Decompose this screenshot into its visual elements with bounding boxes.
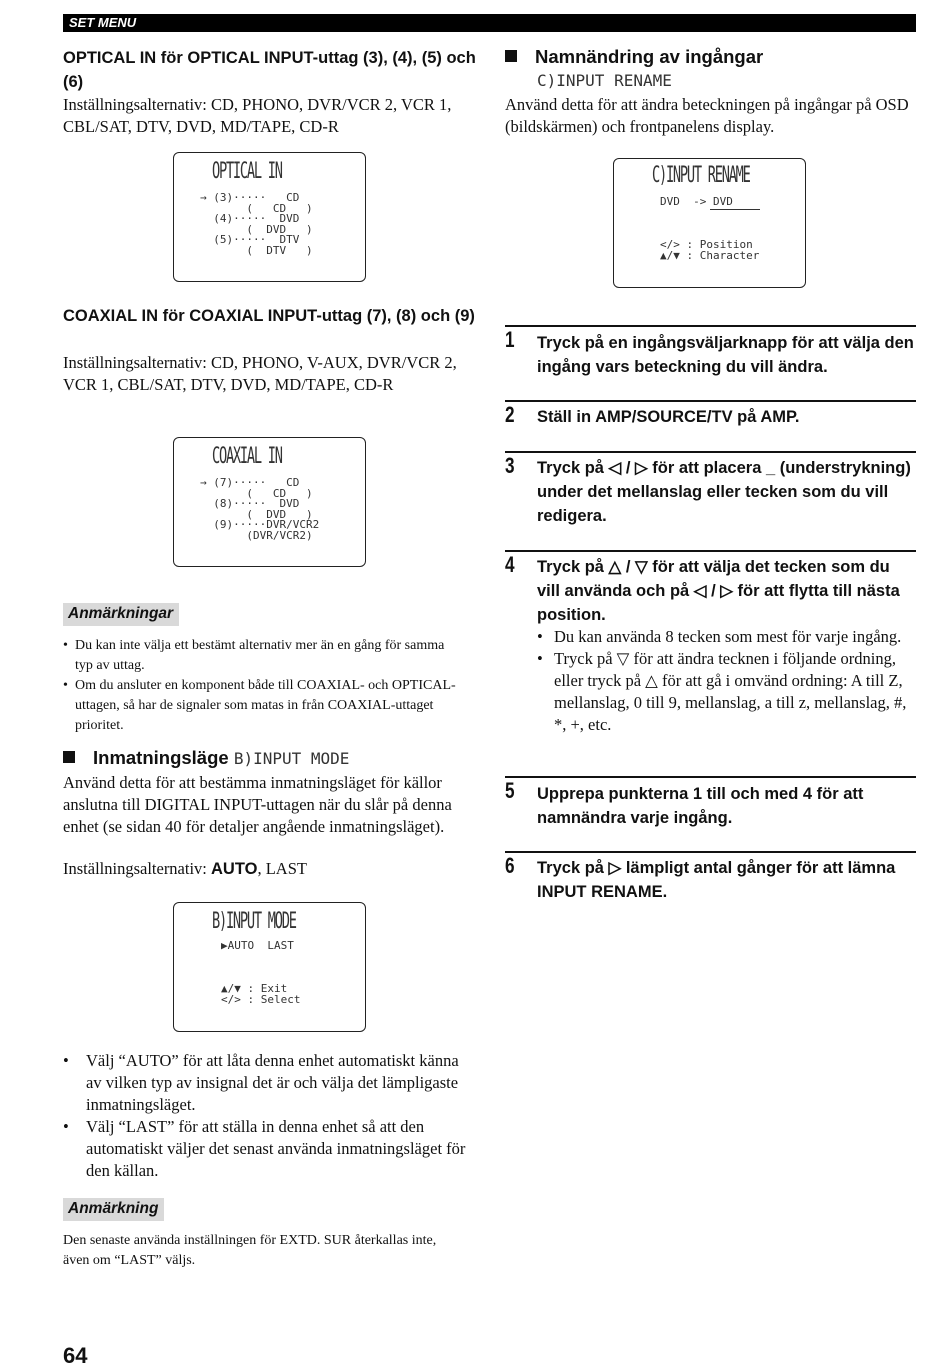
input-mode-options-prefix: Inställningsalternativ:	[63, 859, 212, 878]
step-divider	[505, 325, 916, 327]
coaxial-osd-screen	[173, 437, 366, 567]
input-mode-heading: Inmatningsläge	[93, 747, 229, 768]
step4-bullets	[537, 626, 915, 736]
rename-osd-screen	[613, 158, 806, 288]
bullet-item: • Välj “LAST” för att ställa in denna enhet så att den automatiskt väljer det senast använda inmatningsläget för den källan.	[63, 1116, 473, 1182]
note-text: Den senaste använda inställningen för EXTD. SUR återkallas inte, även om “LAST” väljs.	[63, 1233, 437, 1268]
input-mode-bullets	[63, 1050, 473, 1182]
optical-options: Inställningsalternativ: CD, PHONO, DVR/VCR 2, VCR 1, CBL/SAT, DTV, DVD, MD/TAPE, CD-R	[63, 95, 452, 136]
step-number: 6	[505, 853, 515, 878]
step-text: Tryck på ◁ / ▷ för att placera _ (understrykning) under det mellanslag eller tecken som du vill redigera.	[537, 459, 911, 525]
bullet-item: • Tryck på ▽ för att ändra tecknen i följande ordning, eller tryck på △ för att gå i omvänd ordning: A till Z, mellanslag, 0 till 9, mellanslag, a till z, mellanslag, #, *, +, etc.	[537, 648, 915, 736]
optical-osd-list: → (3)····· CD ( CD ) (4)····· DVD ( DVD ) (5)····· DTV ( DTV )	[200, 191, 313, 257]
step-number: 3	[505, 453, 515, 478]
step-number: 2	[505, 402, 515, 427]
note-item: • Du kan inte välja ett bestämt alternativ mer än en gång för samma typ av uttag.	[63, 636, 458, 676]
coaxial-osd-title: COAXIAL IN	[212, 444, 282, 469]
rename-heading: Namnändring av ingångar	[535, 46, 764, 67]
rename-osd-title: C)INPUT RENAME	[652, 163, 750, 188]
input-mode-code: B)INPUT MODE	[233, 749, 350, 768]
step-divider	[505, 550, 916, 552]
page-number: 64	[63, 1343, 88, 1368]
input-mode-options-line	[63, 858, 473, 880]
input-mode-osd-help: ▲/▼ : Exit </> : Select	[221, 982, 301, 1006]
rename-heading-row	[505, 46, 915, 68]
section-header-bar	[63, 14, 916, 32]
square-bullet-icon	[505, 50, 517, 62]
input-mode-option-auto: AUTO	[211, 860, 258, 878]
rename-osd-help: </> : Position ▲/▼ : Character	[660, 238, 760, 262]
bullet-item: • Du kan använda 8 tecken som mest för varje ingång.	[537, 626, 915, 648]
step-divider	[505, 776, 916, 778]
input-mode-heading-row	[63, 747, 483, 769]
input-mode-osd-title: B)INPUT MODE	[212, 909, 296, 934]
coaxial-options: Inställningsalternativ: CD, PHONO, V-AUX, DVR/VCR 2, VCR 1, CBL/SAT, DTV, DVD, MD/TAPE, CD-R	[63, 353, 457, 394]
note-item: • Om du ansluter en komponent både till COAXIAL- och OPTICAL-uttagen, så har de signaler som matas in från COAXIAL-uttaget prioritet.	[63, 676, 458, 736]
input-mode-osd-options: ▶AUTO LAST	[221, 939, 294, 952]
rename-body: Använd detta för att ändra beteckningen på ingångar på OSD (bildskärmen) och frontpanelens display.	[505, 95, 909, 136]
square-bullet-icon	[63, 751, 75, 763]
step-text: Tryck på ▷ lämpligt antal gånger för att lämna INPUT RENAME.	[537, 859, 896, 901]
step-text: Upprepa punkterna 1 till och med 4 för att namnändra varje ingång.	[537, 785, 864, 827]
step-text: Ställ in AMP/SOURCE/TV på AMP.	[537, 408, 800, 426]
rename-osd-line: DVD -> DVD	[660, 195, 747, 208]
step-number: 4	[505, 552, 515, 577]
step-divider	[505, 451, 916, 453]
coaxial-osd-list: → (7)····· CD ( CD ) (8)····· DVD ( DVD ) (9)·····DVR/VCR2 (DVR/VCR2)	[200, 476, 320, 542]
step-divider	[505, 851, 916, 853]
step-text: Tryck på △ / ▽ för att välja det tecken som du vill använda och på ◁ / ▷ för att flytta till nästa position.	[537, 558, 900, 624]
input-mode-options-rest: , LAST	[257, 859, 307, 878]
section-title: SET MENU	[69, 15, 137, 30]
step-text: Tryck på en ingångsväljarknapp för att välja den ingång vars beteckning du vill ändra.	[537, 334, 914, 376]
input-mode-body: Använd detta för att bestämma inmatningsläget för källor anslutna till DIGITAL INPUT-uttagen när du slår på denna enhet (se sidan 40 för detaljer angående inmatningsläget).	[63, 773, 452, 836]
optical-heading: OPTICAL IN för OPTICAL INPUT-uttag (3), (4), (5) och (6)	[63, 49, 476, 91]
notes-list	[63, 636, 458, 736]
note-label: Anmärkning	[63, 1198, 164, 1221]
rename-underline-cursor	[710, 209, 760, 210]
step-number: 1	[505, 327, 515, 352]
coaxial-heading: COAXIAL IN för COAXIAL INPUT-uttag (7), (8) och (9)	[63, 307, 475, 325]
step-divider	[505, 400, 916, 402]
step-number: 5	[505, 778, 515, 803]
bullet-item: • Välj “AUTO” för att låta denna enhet automatiskt känna av vilken typ av insignal det är och välja det lämpligaste inmatningsläget.	[63, 1050, 473, 1116]
optical-osd-screen	[173, 152, 366, 282]
notes-label: Anmärkningar	[63, 603, 179, 626]
optical-osd-title: OPTICAL IN	[212, 159, 282, 184]
rename-code: C)INPUT RENAME	[537, 71, 672, 90]
input-mode-osd-screen	[173, 902, 366, 1032]
